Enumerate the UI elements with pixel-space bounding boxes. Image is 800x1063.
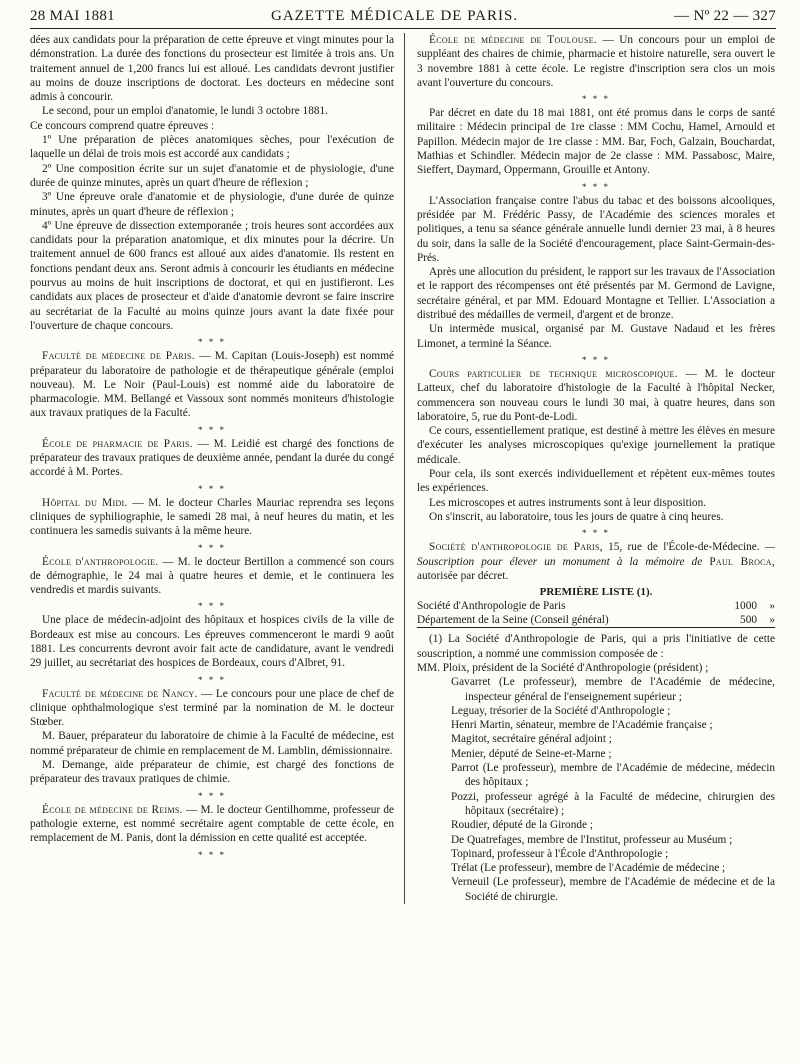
separator-stars: * * * [198, 674, 226, 685]
list-item: Magitot, secrétaire général adjoint ; [451, 733, 612, 746]
paragraph: Les microscopes et autres instruments sont à leur disposition. [429, 496, 707, 509]
table-row [417, 613, 775, 628]
list-item: Parrot (Le professeur), membre de l'Académie de médecine, médecin des hôpitaux ; [451, 762, 775, 789]
donation-amount: 1000 [734, 600, 757, 613]
list-item: MM. Ploix, président de la Société d'Anthropologie (président) ; [417, 661, 709, 674]
footnote [417, 632, 775, 904]
news-heading: Cours particulier de technique microscopique. [429, 367, 678, 380]
paragraph: Un intermède musical, organisé par M. Gustave Nadaud et les frères Limonet, a terminé la Séance. [417, 323, 775, 350]
subscription-list [417, 599, 775, 628]
news-item: Cours particulier de technique microscopique. — M. le docteur Latteux, chef du laboratoire d'histologie de la Faculté à l'hôpital Necker, commencera son nouveau cours le lundi 30 mai, à quatre heures, dans son laboratoire, 5, rue du Pont-de-Lodi. [417, 367, 776, 423]
issue-date: 28 MAI 1881 [30, 8, 115, 24]
separator-stars: * * * [198, 601, 226, 612]
list-item: Menier, député de Seine-et-Marne ; [451, 747, 612, 760]
list-item: Pozzi, professeur agrégé à la Faculté de médecine, chirurgien des hôpitaux (secrétaire) ; [451, 790, 775, 817]
news-heading: Faculté de médecine de Nancy. [42, 687, 198, 700]
separator-stars: * * * [582, 528, 610, 539]
paragraph: Ce cours, essentiellement pratique, est destiné à mettre les élèves en mesure d'exécuter les analyses microscopiques qu'exige journellement la pratique médicale. [417, 425, 775, 466]
paragraph: L'Association française contre l'abus du tabac et des boissons alcooliques, présidée par M. Frédéric Passy, de l'Académie des sciences morales et politiques, a tenu sa séance générale annuelle lundi dernier 23 mai, à 8 heures du soir, dans la salle de la Société d'encouragement, place Saint-Germain-des-Prés. [417, 194, 775, 264]
list-item: Gavarret (Le professeur), membre de l'Académie de médecine, inspecteur général de l'enseignement supérieur ; [451, 676, 775, 703]
news-heading: École de médecine de Reims. [42, 803, 183, 816]
paragraph: M. Bauer, préparateur du laboratoire de chimie à la Faculté de médecine, est nommé préparateur de chimie en remplacement de M. Lamblin, démissionnaire. [30, 730, 394, 757]
list-item: Leguay, trésorier de la Société d'Anthropologie ; [451, 704, 671, 717]
paragraph: 4º Une épreuve de dissection extemporanée ; trois heures sont accordées aux candidats pour la préparation anatomique, et dix minutes pour la décrire. Un traitement annuel de 600 francs est alloué aux aides d'anatomie. Ils restent en fonctions pendant deux ans. Seront admis à concourir les étudiants en médecine pourvus au moins de huit inscriptions de doctorat, et qui en justifieront. Les candidats aux places de prosecteur et d'aide d'anatomie devront se faire inscrire au secrétariat de la Faculté au moins quinze jours avant la date fixée pour l'ouverture de chaque concours. [30, 219, 394, 332]
news-item: Faculté de médecine de Paris. — M. Capitan (Louis-Joseph) est nommé préparateur du laboratoire de pathologie et de thérapeutique générale (emploi nouveau). M. Le Noir (Paul-Louis) est nommé aide du laboratoire de pharmacologie. MM. Bellangé et Vassoux sont nommés moniteurs d'histologie aux travaux pratiques de la Faculté. [30, 350, 394, 420]
donor-name: Département de la Seine (Conseil général) [417, 614, 609, 627]
broca-name: Paul Broca, [709, 555, 775, 568]
list-item: Topinard, professeur à l'École d'Anthropologie ; [451, 847, 669, 860]
ditto-mark: » [769, 600, 775, 613]
separator-stars: * * * [582, 181, 610, 192]
list-item: Henri Martin, sénateur, membre de l'Académie française ; [451, 719, 713, 732]
news-item: Par décret en date du 18 mai 1881, ont été promus dans le corps de santé militaire : Médecin principal de 1re classe : MM Cochu, Hamel, Arnould et Papillon. Médecin major de 1re classe : MM. Bar, Foch, Galzain, Bouchardat, Mathias et Schindler. Médecin major de 2e classe : MM. Passabosc, Maire, Sieffert, Daymard, Oppermann, Grouille et Antony. [417, 107, 775, 177]
news-heading: Société d'anthropologie de Paris, [429, 541, 603, 554]
separator-stars: * * * [582, 94, 610, 105]
news-item: École de pharmacie de Paris. — M. Leidié est chargé des fonctions de préparateur des travaux pratiques de deuxième année, pendant la durée du congé accordé à M. Portes. [30, 437, 395, 479]
journal-title: GAZETTE MÉDICALE DE PARIS. [270, 8, 519, 24]
left-column [30, 33, 404, 904]
list-item: Trélat (Le professeur), membre de l'Académie de médecine ; [451, 862, 726, 875]
separator-stars: * * * [198, 542, 226, 553]
footnote-intro: (1) La Société d'Anthropologie de Paris, qui a pris l'initiative de cette souscription, a nommé une commission composée de : [417, 633, 775, 660]
paragraph: M. Demange, aide préparateur de chimie, est chargé des fonctions de préparateur des travaux pratiques de chimie. [30, 759, 394, 786]
news-heading: École d'anthropologie. [42, 555, 159, 568]
news-item: Hôpital du Midi. — M. le docteur Charles Mauriac reprendra ses leçons cliniques de syphiliographie, le samedi 28 mai, à neuf heures du matin, et les continuera les samedis suivants à la même heure. [30, 496, 394, 538]
separator-stars: * * * [198, 849, 226, 860]
list-item: Verneuil (Le professeur), membre de l'Académie de médecine et de la Société de chirurgie. [451, 876, 775, 903]
list-item: Roudier, député de la Gironde ; [451, 819, 593, 832]
paragraph: 1º Une préparation de pièces anatomiques sèches, pour l'exécution de laquelle un délai de trois mois est accordé aux candidats ; [30, 134, 394, 161]
news-item: École de médecine de Toulouse. — Un concours pour un emploi de suppléant des chaires de chimie, pharmacie et histoire naturelle, sera ouvert le 3 novembre 1881 à cette école. Le registre d'inscription sera clos un mois avant l'ouverture du concours. [417, 34, 775, 89]
paragraph: 2º Une composition écrite sur un sujet d'anatomie et de physiologie, d'une durée de quinze minutes, après un quart d'heure de réflexion ; [30, 162, 394, 189]
news-heading: École de pharmacie de Paris. [42, 437, 193, 450]
table-row [417, 599, 775, 613]
news-item: École d'anthropologie. — M. le docteur Bertillon a commencé son cours de démographie, le 24 mai à quatre heures et demie, et le continuera les vendredis et mardis suivants. [30, 555, 394, 597]
paragraph: Pour cela, ils sont exercés individuellement et répètent eux-mêmes toutes les expériences. [417, 468, 775, 495]
news-heading: École de médecine de Toulouse. [429, 34, 598, 46]
news-item: Faculté de médecine de Nancy. — Le concours pour une place de chef de clinique ophthalmologique s'est terminé par la nomination de M. le docteur Stœber. [30, 687, 394, 729]
paragraph: dées aux candidats pour la préparation de cette épreuve et vingt minutes pour la démonstration. La durée des fonctions du prosecteur est limitée à trois ans. Un traitement annuel de 1,200 francs lui est alloué. Les candidats devront justifier au moins de douze inscriptions de doctorat. Les docteurs en médecine sont admis à concourir. [30, 34, 394, 104]
donation-amount: 500 [740, 614, 757, 627]
paragraph: Le second, pour un emploi d'anatomie, le lundi 3 octobre 1881. [42, 105, 328, 118]
commission-members [417, 661, 775, 904]
paragraph: Après une allocution du président, le rapport sur les travaux de l'Association et le rapport des récompenses ont été présentés par M. Germond de Lavigne, secrétaire général, et par MM. Edouard Montagne et Tellier. L'Association a distribué des médailles de vermeil, d'argent et de bronze. [417, 266, 775, 322]
donor-name: Société d'Anthropologie de Paris [417, 600, 566, 613]
ditto-mark: » [769, 614, 775, 627]
separator-stars: * * * [582, 354, 610, 365]
separator-stars: * * * [198, 337, 226, 348]
paragraph: On s'inscrit, au laboratoire, tous les jours de quatre à cinq heures. [429, 510, 724, 523]
page-header [30, 8, 776, 29]
separator-stars: * * * [198, 483, 226, 494]
separator-stars: * * * [198, 424, 226, 435]
paragraph: 3º Une épreuve orale d'anatomie et de physiologie, d'une durée de quinze minutes, après un quart d'heure de réflexion ; [30, 191, 394, 218]
news-item: Société d'anthropologie de Paris, 15, rue de l'École-de-Médecine. — Souscription pour élever un monument à la mémoire de Paul Broca, autorisée par décret. [417, 541, 775, 582]
news-item: École de médecine de Reims. — M. le docteur Gentilhomme, professeur de pathologie externe, est nommé secrétaire agent comptable de cette école, en remplacement de M. Panis, dont la démission en cette qualité est acceptée. [30, 803, 394, 845]
news-heading: Hôpital du Midi. [42, 496, 128, 509]
right-column [404, 33, 775, 904]
paragraph: Ce concours comprend quatre épreuves : [30, 119, 215, 132]
news-heading: Faculté de médecine de Paris. [42, 350, 195, 363]
issue-number: — Nº 22 — 327 [674, 8, 776, 24]
news-item: Une place de médecin-adjoint des hôpitaux et hospices civils de la ville de Bordeaux est mise au concours. Les épreuves commenceront le mardi 9 août 1881. Les concurrents devront avoir fait acte de candidature, avant le vendredi 29 juillet, au secrétariat des hospices de Bordeaux, cours d'Albret, 91. [30, 614, 394, 670]
list-item: De Quatrefages, membre de l'Institut, professeur au Muséum ; [451, 833, 733, 846]
liste-title: PREMIÈRE LISTE (1). [539, 586, 653, 599]
separator-stars: * * * [198, 790, 226, 801]
